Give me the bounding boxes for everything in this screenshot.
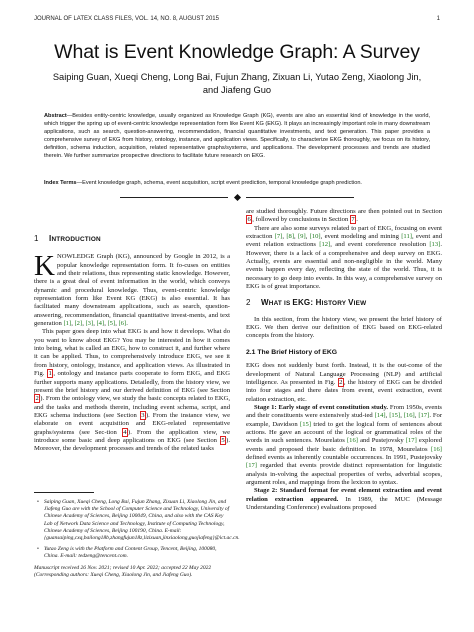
abstract xyxy=(44,112,430,160)
right-paragraph-1 xyxy=(246,208,442,225)
journal-name: JOURNAL OF LATEX CLASS FILES, VOL. 14, NO. 8, AUGUST 2015 xyxy=(34,16,219,22)
text-run: , followed by conclusions in Section xyxy=(252,216,350,224)
history-paragraph xyxy=(246,362,442,404)
text-run: . For example, Davidson xyxy=(246,412,443,428)
text-run: , xyxy=(104,320,108,328)
section-title-part: IEW xyxy=(353,300,367,308)
text-run: . However, there is a lack of a comprehensive and deep survey on EKG. Actually, events are essential and non-negligible in the world. Many events happen every day, reflecting the state of the world. Thus, it is necessary to go deep into events. In this way, a comprehensive survey on EKG is of great importance. xyxy=(246,241,442,291)
text-run: . xyxy=(126,320,128,328)
cross-reference-link[interactable]: 2 xyxy=(339,378,343,386)
citation-link[interactable]: [2] xyxy=(74,320,83,328)
text-run: , xyxy=(385,412,390,420)
index-terms-label: Index Terms xyxy=(44,180,77,186)
section-title-part: V xyxy=(348,298,354,308)
section-title-part: EKG xyxy=(292,298,311,308)
text-run: , xyxy=(71,320,75,328)
footnotes xyxy=(34,492,240,579)
citation-link[interactable]: [1] xyxy=(63,320,72,328)
intro-p1-text xyxy=(34,250,230,328)
authors-line-1: Saiping Guan, Xueqi Cheng, Long Bai, Fujun Zhang, Zixuan Li, Yutao Zeng, Xiaolong Jin, xyxy=(52,72,422,82)
text-run: , xyxy=(93,320,97,328)
text-run: tried to get the logical form of sentences about actions. He gave an account of the logical or grammatical roles of the words in such sentences. Mourelatos xyxy=(246,420,442,445)
cross-reference-link[interactable]: 4 xyxy=(123,428,127,436)
citation-link[interactable]: [5] xyxy=(107,320,116,328)
stage-2-title: Stage 2: Standard format for event element extraction and event relation extraction appeared. xyxy=(246,487,442,503)
text-run: explored events and proposed their basic definition. In 1978, Mourelatos xyxy=(246,437,442,453)
cross-reference-link[interactable]: 5 xyxy=(221,436,225,444)
section-title-part: : H xyxy=(310,298,322,308)
citation-link[interactable]: [7] xyxy=(274,233,283,241)
citation-link[interactable]: [17] xyxy=(405,437,417,445)
text-run: ). From the ontology view, we study the basic concepts related to EKG, and the tasks and methods therein, including event schema, script, and EKG schema inductions (see Section xyxy=(34,395,230,419)
text-run: , xyxy=(294,233,298,241)
cross-reference-link[interactable]: 6 xyxy=(247,216,251,224)
text-run: , ontology and instance parts cooperate to form EKG, and EKG further supports many applications. Detailedly, from the history view, we present the brief history and our derived definition of EKG (see Section xyxy=(34,370,230,394)
intro-paragraph-2 xyxy=(34,328,230,453)
manuscript-note: Manuscript received 26 Nov. 2021; revised 10 Apr. 2022; accepted 22 May 2022 (Corresponding authors: Xueqi Cheng, Xiaolong Jin, and Jiafeng Guo). xyxy=(34,564,212,578)
drop-cap: K xyxy=(34,250,55,283)
text-run: , xyxy=(305,233,310,241)
page-number: 1 xyxy=(436,16,440,22)
text-run: , event modeling and mining xyxy=(320,233,402,241)
subsection-2-1-heading: 2.1 The Brief History of EKG xyxy=(246,348,338,356)
text-run: This paper goes deep into what EKG is and how it develops. What do you want to know about EKG? You may be interested in how it comes into being, what is called an EKG, how to construct it, and further where it can be applied. Thus, to comprehensively introduce EKG, we see it from history, ontology, instance, and application views. As illustrated in Fig. xyxy=(34,328,230,378)
citation-link[interactable]: [10] xyxy=(309,233,321,241)
section-2-intro: In this section, from the history view, we present the brief history of EKG. We then derive our definition of EKG based on EKG-related concepts from the history. xyxy=(246,315,442,340)
citation-link[interactable]: [13] xyxy=(429,241,441,249)
bullet-icon: • xyxy=(37,546,39,553)
text-run: are studied thoroughly. Future directions are then pointed out in Section xyxy=(246,208,442,215)
citation-link[interactable]: [16] xyxy=(346,437,358,445)
text-run: , and event coreference resolution xyxy=(330,241,430,249)
text-run: From 1950s, events and their constituents were extensively stud-ied xyxy=(246,403,442,420)
text-run: EKG does not suddenly burst forth. Instead, it is the out-come of the development of Natural Language Processing (NLP) and artificial intelligence. As presented in Fig. xyxy=(246,362,442,386)
citation-link[interactable]: [17] xyxy=(418,412,430,420)
citation-link[interactable]: [15] xyxy=(389,412,401,420)
text-run: regarded that events provide distinct representation for linguistic analysis in-volving the aspectual properties of verbs, adverbial scopes, argument roles, and mappings from the lexicon to syntax. xyxy=(246,462,442,486)
authors-line-2: and Jiafeng Guo xyxy=(202,85,272,95)
section-divider xyxy=(120,193,354,202)
citation-link[interactable]: [3] xyxy=(85,320,94,328)
section-title-part: W xyxy=(261,298,269,308)
footnote-text: Yutao Zeng is with the Platform and Content Group, Tencent, Beijing, 100080, China. E-mail: tedzeng@tencent.com. xyxy=(44,546,217,560)
running-header xyxy=(34,16,440,22)
right-column xyxy=(246,208,442,512)
text-run: ). From the application view, we introduce some basic and deep applications on EKG (see Section xyxy=(34,428,231,444)
footnote-text: Saiping Guan, Xueqi Cheng, Long Bai, Fujun Zhang, Zixuan Li, Xiaolong Jin, and Jiafeng Guo are with the School of Computer Science and Technology, University of Chinese Academy of Sciences, Beijing 100049, China, and also with the CAS Key Lab of Network Data Science and Technology, Institute of Computing Technology, Chinese Academy of Sciences, Beijing 100190, China. E-mail: {guansaiping,cxq,bailong18b,zhangfujun18z,lizixuan,jinxiaolong,guojiafeng}@ict.ac.cn. xyxy=(44,499,240,542)
section-number: 1 xyxy=(34,234,39,243)
citation-link[interactable]: [4] xyxy=(96,320,105,328)
citation-link[interactable]: [14] xyxy=(374,412,386,420)
text-run: and Pustejovsky xyxy=(357,437,406,445)
abstract-label: Abstract xyxy=(44,113,67,119)
citation-link[interactable]: [11] xyxy=(401,233,412,241)
stage-1-paragraph xyxy=(246,404,442,487)
diamond-icon xyxy=(233,193,240,200)
section-1-heading xyxy=(34,235,230,244)
text-run: , event and event relation extractions xyxy=(246,233,443,249)
bullet-icon: • xyxy=(37,499,39,505)
citation-link[interactable]: [17] xyxy=(246,462,257,470)
text-run: ). Moreover, the development processes and trends of the related tasks xyxy=(34,436,230,453)
right-paragraph-2 xyxy=(246,225,442,292)
text-run: There are also some surveys related to part of EKG, focusing on event extraction xyxy=(246,224,442,241)
text-run: , xyxy=(414,412,419,420)
text-run: , xyxy=(82,320,86,328)
divider-line-right xyxy=(246,197,354,198)
divider-line-left xyxy=(120,197,228,198)
stage-1-text xyxy=(246,404,442,486)
section-title-part: ISTORY xyxy=(321,300,349,308)
section-number: 2 xyxy=(246,298,251,308)
stage-2-text: In 1989, the MUC (Message Understanding Conference) evaluations proposed xyxy=(246,495,442,511)
section-title-part: HAT IS xyxy=(268,300,293,308)
index-terms xyxy=(44,179,430,187)
citation-link[interactable]: [12] xyxy=(319,241,331,249)
citation-link[interactable]: [15] xyxy=(300,420,312,428)
cross-reference-link[interactable]: 1 xyxy=(48,370,52,378)
section-title-cap: I xyxy=(49,234,52,243)
text-run: . xyxy=(356,216,358,224)
text-run: , xyxy=(115,320,119,328)
text-run: , xyxy=(282,233,287,241)
cross-reference-link[interactable]: 7 xyxy=(351,216,355,224)
left-column xyxy=(34,208,230,454)
citation-link[interactable]: [9] xyxy=(297,233,306,241)
text-run: , xyxy=(400,412,404,420)
section-2-heading xyxy=(246,299,442,308)
citation-link[interactable]: [16] xyxy=(403,412,415,420)
text-run: ). From the instance view, we elaborate on event acquisition and EKG-related representative graphs/systems (see Sec-tion xyxy=(34,411,230,436)
stage-1-title: Stage 1: Early stage of event constitution study. xyxy=(254,403,389,411)
stage-2-paragraph xyxy=(246,487,442,512)
footnote-rule xyxy=(34,492,94,493)
paper-title: What is Event Knowledge Graph: A Survey xyxy=(54,41,420,63)
cross-reference-link[interactable]: 2 xyxy=(35,395,39,403)
text-run: NOWLEDGE Graph (KG), announced by Google in 2012, is a popular knowledge representation form. It fo-cuses on entities and their relations, thus representing static knowledge. However, there is a great deal of event information in the world, which conveys dynamic and procedural knowledge. Thus, event-centric knowledge representation form like Event KG (EKG) is also essential. It has facilitated many downstream applications, such as search, question-answering, recommendation, financial quantitative invest-ments, and text generation xyxy=(34,253,230,328)
author-list xyxy=(40,71,434,97)
text-run: , the history of EKG can be divided into four stages and there dates from event, event extraction, event relation extraction, etc. xyxy=(246,378,442,403)
cross-reference-link[interactable]: 3 xyxy=(141,411,145,419)
footnote-affiliation-1 xyxy=(34,499,240,542)
text-run: defined events as inherently countable occurrences. In 1991, Pustejovsky xyxy=(246,453,442,461)
abstract-text: —Besides entity-centric knowledge, usually organized as Knowledge Graph (KG), events are also an essential kind of knowledge in the world, which trigger the spring up of event-centric knowledge representation form like Event KG (EKG). It plays an increasingly important role in many downstream applications, such as search, question-answering, recommendation, financial quantitative investments, and text generation. This paper provides a comprehensive survey of EKG from history, ontology, instance, and application views. Specifically, to characterize EKG thoroughly, we focus on its history, definition, schema induction, acquisition, related representative graphs/systems, and applications. The development processes and trends are studied therein. We further summarize prospective directions to facilitate future research on EKG. xyxy=(44,113,430,159)
footnote-affiliation-2 xyxy=(34,546,230,560)
intro-paragraph-1 xyxy=(34,250,230,328)
section-title-rest: NTRODUCTION xyxy=(51,236,101,243)
index-terms-text: —Event knowledge graph, schema, event acquisition, script event prediction, temporal knowledge graph prediction. xyxy=(76,180,362,186)
citation-link[interactable]: [8] xyxy=(286,233,295,241)
citation-link[interactable]: [16] xyxy=(431,445,442,453)
citation-link[interactable]: [6] xyxy=(118,320,127,328)
